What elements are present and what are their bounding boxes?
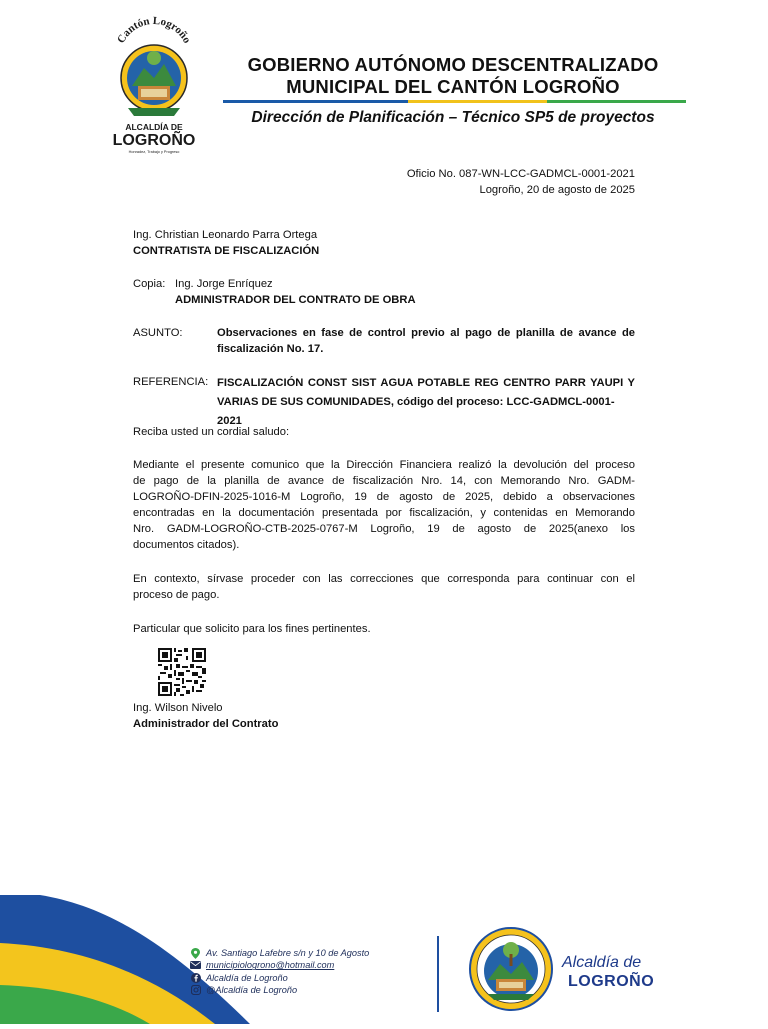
- envelope-icon: [190, 960, 201, 971]
- referencia-label: REFERENCIA:: [133, 376, 209, 388]
- department-subtitle: Dirección de Planificación – Técnico SP5 de proyectos: [251, 109, 655, 126]
- copy-block: [133, 276, 633, 308]
- greeting: Reciba usted un cordial saludo:: [133, 426, 290, 438]
- asunto-label: ASUNTO:: [133, 327, 183, 339]
- footer-divider: [437, 936, 439, 1012]
- signer-block: [133, 700, 433, 732]
- closing-line: Particular que solicito para los fines pertinentes.: [133, 623, 371, 635]
- seal-motto: Honradez, Trabajo y Progreso: [128, 150, 180, 154]
- body-paragraph-2: [133, 571, 635, 603]
- footer-contact-list: [190, 947, 420, 996]
- referencia-line: FISCALIZACIÓN CONST SIST AGUA POTABLE REG CENTRO PARR YAUPI Y: [217, 377, 635, 389]
- asunto-value: [217, 325, 635, 357]
- paragraph-line: proceso de pago.: [133, 589, 220, 601]
- government-title: [212, 54, 694, 98]
- footer-instagram[interactable]: @Alcaldía de Logroño: [206, 984, 298, 995]
- instagram-item[interactable]: [190, 984, 420, 996]
- government-title-line1: GOBIERNO AUTÓNOMO DESCENTRALIZADO: [247, 54, 659, 75]
- footer-address: Av. Santiago Lafebre s/n y 10 de Agosto: [206, 948, 370, 958]
- recipient-block: [133, 227, 633, 259]
- asunto-line: Observaciones en fase de control previo al pago de planilla de avance de: [217, 327, 635, 339]
- svg-text:Cantón Logroño: [115, 15, 193, 46]
- location-pin-icon: [190, 948, 201, 959]
- body-paragraph-1: [133, 457, 635, 553]
- copy-label: Copia:: [133, 278, 166, 290]
- signature-qr-code: [158, 648, 206, 696]
- signer-title: Administrador del Contrato: [133, 718, 279, 730]
- instagram-icon: [190, 985, 201, 996]
- paragraph-line: Nro. GADM-LOGROÑO-CTB-2025-0767-M Logroño, 19 de agosto de 2025(anexo los: [133, 523, 635, 535]
- footer-alcaldia-line1: Alcaldía de: [562, 954, 642, 971]
- email-item[interactable]: [190, 959, 420, 971]
- oficio-reference-block: [360, 166, 635, 198]
- seal-brand-top: ALCALDÍA DE: [125, 122, 183, 132]
- asunto-line: fiscalización No. 17.: [217, 343, 324, 355]
- footer-alcaldia-wordmark: [562, 954, 672, 992]
- paragraph-line: encontradas en la documentación presentada por fiscalización, y contenidas en Memorando: [133, 507, 635, 519]
- copy-title: ADMINISTRADOR DEL CONTRATO DE OBRA: [175, 294, 416, 306]
- header-color-rule: [223, 100, 686, 103]
- recipient-title: CONTRATISTA DE FISCALIZACIÓN: [133, 245, 320, 257]
- footer-facebook[interactable]: Alcaldía de Logroño: [206, 972, 288, 983]
- seal-brand-name: LOGROÑO: [112, 132, 196, 149]
- paragraph-line: documentos citados).: [133, 539, 240, 551]
- facebook-icon: [190, 972, 201, 983]
- government-title-line2: MUNICIPAL DEL CANTÓN LOGROÑO: [286, 76, 620, 97]
- oficio-number: Oficio No. 087-WN-LCC-GADMCL-0001-2021: [406, 168, 635, 180]
- paragraph-line: En contexto, sírvase proceder con las correcciones que corresponda para continuar con el: [133, 573, 635, 585]
- paragraph-line: LOGROÑO-DFIN-2025-1016-M Logroño, 19 de agosto de 2025, debido a observaciones: [133, 491, 635, 503]
- seal-arc-text: Cantón Logroño: [115, 14, 193, 46]
- referencia-line: VARIAS DE SUS COMUNIDADES, código del proceso: LCC-GADMCL-0001-2021: [217, 396, 615, 427]
- footer-email-link[interactable]: municipiologrono@hotmail.com: [206, 960, 335, 971]
- recipient-name: Ing. Christian Leonardo Parra Ortega: [133, 229, 318, 241]
- asunto-row: [133, 325, 635, 357]
- footer-municipal-seal: [468, 924, 554, 1014]
- municipal-seal-logo: [108, 8, 200, 156]
- paragraph-line: de pago de la planilla de avance de fiscalización Nro. 14, con Memorando Nro. GADM-: [133, 475, 635, 487]
- referencia-row: [133, 374, 635, 431]
- copy-name: Ing. Jorge Enríquez: [175, 278, 273, 290]
- footer-alcaldia-line2: LOGROÑO: [568, 973, 655, 990]
- address-item: [190, 947, 420, 959]
- paragraph-line: Mediante el presente comunico que la Dirección Financiera realizó la devolución del proceso: [133, 459, 635, 471]
- place-date: Logroño, 20 de agosto de 2025: [479, 184, 635, 196]
- signer-name: Ing. Wilson Nivelo: [133, 702, 223, 714]
- referencia-value: [217, 374, 635, 431]
- facebook-item[interactable]: [190, 972, 420, 984]
